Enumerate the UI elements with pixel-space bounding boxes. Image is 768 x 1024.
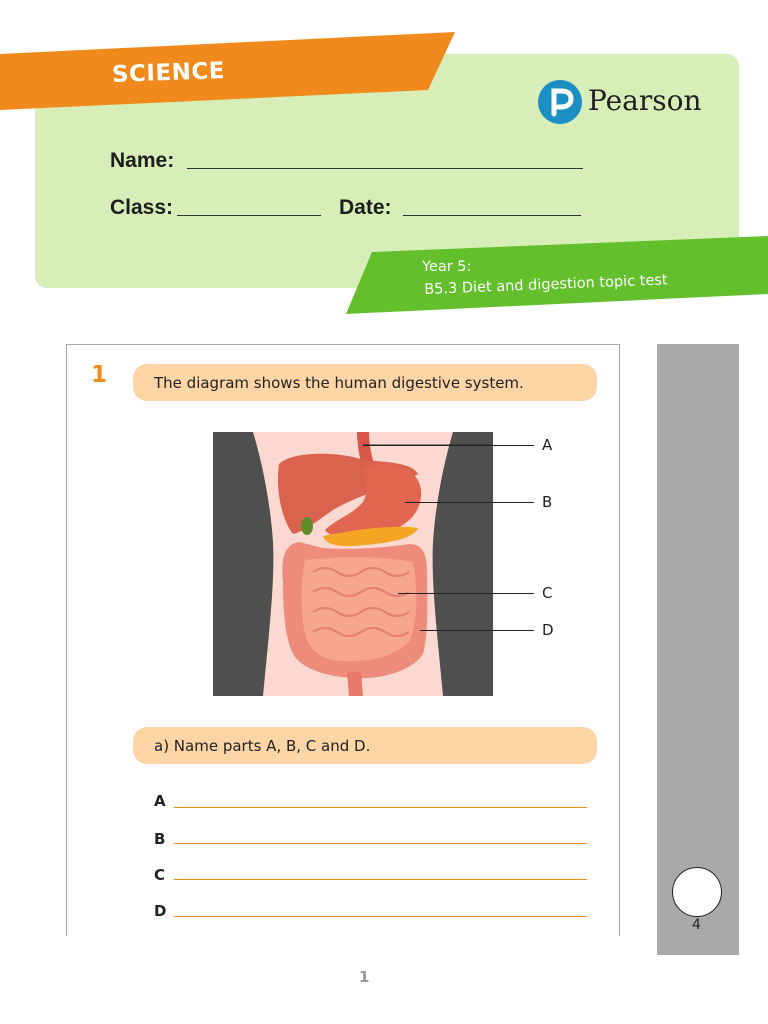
date-field[interactable] — [403, 215, 581, 216]
marks-circle[interactable] — [672, 867, 722, 917]
subject-title: SCIENCE — [111, 58, 226, 88]
diagram-label-d: D — [542, 621, 554, 639]
pointer-line-a — [363, 445, 534, 446]
question-intro — [133, 364, 597, 401]
pearson-logo-icon — [538, 80, 582, 124]
page-number: 1 — [359, 968, 370, 986]
answer-letter-b: B — [154, 830, 166, 848]
answer-letter-a: A — [154, 792, 166, 810]
topic-year: Year 5: — [422, 259, 472, 275]
topic-title: B5.3 Diet and digestion topic test — [424, 272, 668, 298]
question-intro-text: The diagram shows the human digestive system. — [154, 373, 524, 392]
answer-line-d[interactable] — [174, 916, 587, 917]
answer-letter-d: D — [154, 902, 167, 920]
answer-line-a[interactable] — [174, 807, 587, 808]
marks-margin — [657, 344, 739, 955]
part-a-prompt-text: a) Name parts A, B, C and D. — [154, 736, 371, 755]
name-field[interactable] — [187, 168, 583, 169]
diagram-label-c: C — [542, 584, 553, 602]
question-number: 1 — [91, 362, 108, 388]
pointer-line-d — [420, 630, 534, 631]
diagram-label-b: B — [542, 493, 553, 511]
answer-letter-c: C — [154, 866, 166, 884]
diagram-label-a: A — [542, 436, 553, 454]
name-label: Name: — [110, 149, 175, 172]
digestive-system-diagram — [213, 432, 493, 696]
class-label: Class: — [110, 196, 174, 219]
part-a-prompt — [133, 727, 597, 764]
pointer-line-b — [405, 502, 534, 503]
date-label: Date: — [339, 196, 392, 219]
brand-name: Pearson — [588, 84, 702, 117]
class-field[interactable] — [177, 215, 321, 216]
answer-line-c[interactable] — [174, 879, 587, 880]
pointer-line-c — [398, 593, 534, 594]
marks-total: 4 — [692, 917, 701, 933]
answer-line-b[interactable] — [174, 843, 587, 844]
